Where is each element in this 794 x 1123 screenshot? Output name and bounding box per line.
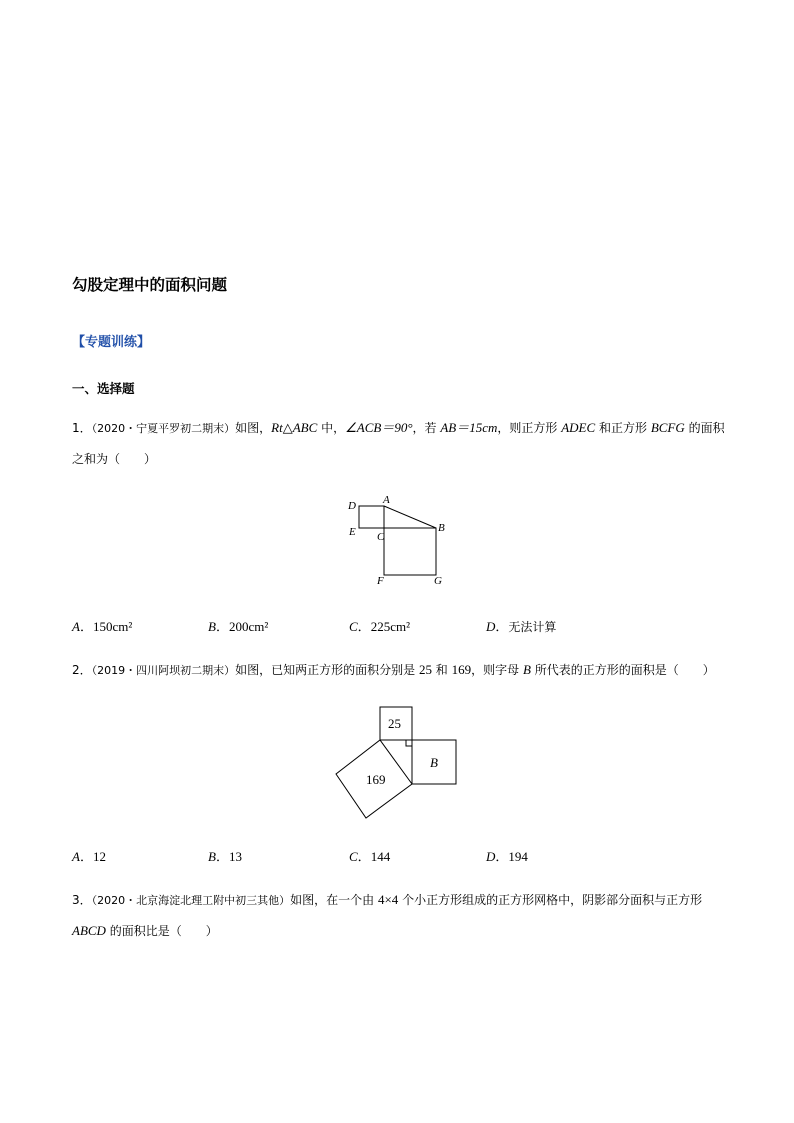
option-label: D <box>486 619 496 634</box>
question-3-line-1 <box>72 892 702 909</box>
option-value: 200cm² <box>228 619 269 634</box>
label-169: 169 <box>366 772 386 787</box>
option-label: C <box>349 619 358 634</box>
option-dot: ． <box>495 849 509 864</box>
option-dot: ． <box>79 849 93 864</box>
question-text: ，则正方形 <box>497 421 562 435</box>
question-2-line-1 <box>72 662 715 679</box>
option-dot: ． <box>357 849 371 864</box>
option-value: 无法计算 <box>508 620 557 634</box>
option-dot: ． <box>495 619 509 634</box>
question-number: 1． <box>72 421 92 435</box>
option-value: 144 <box>370 849 391 864</box>
q1-option-c[interactable] <box>349 616 410 635</box>
option-label: D <box>486 849 496 864</box>
label-e: E <box>349 526 356 538</box>
question-number: 3． <box>72 893 92 907</box>
question-text: 如图，已知两正方形的面积分别是 <box>235 663 419 677</box>
option-label: C <box>349 849 358 864</box>
subsection-label: 一、选择题 <box>72 381 135 396</box>
math-abcd: ABCD <box>72 923 106 938</box>
question-text: 和 <box>431 663 452 677</box>
option-value: 194 <box>508 849 528 864</box>
question-source: （2019・四川阿坝初二期末） <box>91 664 236 677</box>
math-25: 25 <box>418 662 432 677</box>
q2-option-c[interactable] <box>349 846 390 865</box>
label-f: F <box>377 575 384 587</box>
label-b: B <box>430 755 438 770</box>
question-1-line-1 <box>72 420 725 437</box>
math-b: B <box>522 662 531 677</box>
option-dot: ． <box>215 849 229 864</box>
question-text: 个小正方形组成的正方形网格中，阴影部分面积与正方形 <box>398 893 703 907</box>
question-text: ，若 <box>412 421 441 435</box>
question-text: 的面积比是（ ） <box>105 924 218 938</box>
segment-ab <box>384 506 436 528</box>
label-25: 25 <box>388 716 401 731</box>
question-text: 所代表的正方形的面积是（ ） <box>530 663 715 677</box>
q1-option-b[interactable] <box>208 616 268 635</box>
question-text: 的面积 <box>684 421 725 435</box>
label-a: A <box>383 494 390 506</box>
option-value: 150cm² <box>92 619 133 634</box>
math-169: 169 <box>451 662 472 677</box>
question-source: （2020・北京海淀北理工附中初三其他） <box>91 894 291 907</box>
math-adec: ADEC <box>561 420 596 435</box>
page-title: 勾股定理中的面积问题 <box>72 276 228 294</box>
math-bcfg: BCFG <box>650 420 685 435</box>
option-value: 13 <box>228 849 242 864</box>
question-text: 如图，在一个由 <box>290 893 378 907</box>
option-dot: ． <box>79 619 93 634</box>
option-label: B <box>208 849 216 864</box>
option-value: 225cm² <box>370 619 410 634</box>
question-1-line-2: 之和为（ ） <box>72 452 157 466</box>
label-b: B <box>438 522 445 534</box>
label-g: G <box>434 575 442 587</box>
label-c: C <box>377 531 385 543</box>
question-number: 2． <box>72 663 92 677</box>
option-dot: ． <box>215 619 229 634</box>
right-angle-mark <box>406 740 412 746</box>
math-ab: AB＝15cm <box>440 420 498 435</box>
section-label: 【专题训练】 <box>72 335 151 350</box>
math-rt: Rt <box>271 420 283 435</box>
option-label: A <box>72 849 80 864</box>
math-abc: ABC <box>292 420 318 435</box>
q2-option-a[interactable] <box>72 846 106 865</box>
question-source: （2020・宁夏平罗初二期末） <box>91 422 236 435</box>
q1-option-a[interactable] <box>72 616 132 635</box>
question-text: 和正方形 <box>595 421 651 435</box>
question-text: 如图， <box>235 421 272 435</box>
option-dot: ． <box>357 619 371 634</box>
math-grid: 4×4 <box>377 892 399 907</box>
math-angle: ∠ACB＝90° <box>345 420 413 435</box>
square-adec <box>359 506 384 528</box>
figure-1 <box>340 490 460 590</box>
question-3-line-2 <box>72 923 218 939</box>
square-bcfg <box>384 528 436 575</box>
math-triangle-symbol: △ <box>282 420 293 435</box>
q2-option-d[interactable] <box>486 846 528 865</box>
question-text: ，则字母 <box>471 663 523 677</box>
q2-option-b[interactable] <box>208 846 242 865</box>
q1-option-d[interactable] <box>486 616 556 635</box>
question-text: 中， <box>317 421 346 435</box>
figure-2 <box>330 700 470 820</box>
option-label: A <box>72 619 80 634</box>
label-d: D <box>348 500 356 512</box>
option-value: 12 <box>92 849 106 864</box>
option-label: B <box>208 619 216 634</box>
